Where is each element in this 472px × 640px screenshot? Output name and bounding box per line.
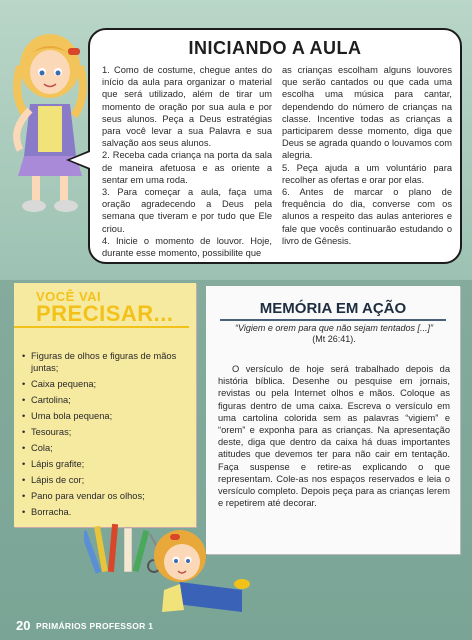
list-item: • Tesouras; (22, 426, 190, 438)
instructions-left-column (102, 64, 272, 259)
memoria-body-text: O versículo de hoje será trabalhado depois da história bíblica. Desenhe ou pesquise em jornais, revistas ou pela Internet olhos e mãos. Coloque as figuras dentro de uma caixa. Escreva o versículo em uma cartolina colorida sem as palavras “vigiem” e “orem” e exponha para as crianças. Na apresentação deste, diga que dentro da caixa há duas importantes atitudes que devemos ter para não cair em tentação. Faça suspense e retire-as explicando o que representam. Cole-as nos espaços reservados e leia o versículo completo. Depois peça para as crianças lerem e repetirem até decorar. (218, 364, 450, 509)
girl-illustration (6, 26, 94, 216)
instruction-item: 3. Para começar a aula, faça uma oração agradecendo a Deus pela semana que tiveram e por tudo que Ele criou. (102, 187, 272, 234)
instruction-item: as crianças escolham alguns louvores que serão cantados ou que cada uma escolha uma música para cantar, dependendo do número de crianças na classe. Incentive todas as crianças a participarem desse momento, diga que Deus se agrada quando o louvamos com alegria. (282, 65, 452, 161)
girl-lying-illustration (150, 520, 250, 624)
materials-title-big: PRECISAR... (36, 301, 174, 326)
materials-divider (14, 326, 189, 328)
verse-text: “Vigiem e orem para que não sejam tentados [...]” (235, 323, 433, 333)
list-item: • Lápis grafite; (22, 458, 190, 470)
list-item: • Pano para vendar os olhos; (22, 490, 190, 502)
list-item: • Caixa pequena; (22, 378, 190, 390)
memoria-title: MEMÓRIA EM AÇÃO (259, 300, 407, 317)
materials-title-small: VOCÊ VAI (36, 289, 102, 304)
instruction-item: 2. Receba cada criança na porta da sala de maneira afetuosa e as oriente a sentar em uma roda. (102, 150, 272, 185)
section-title: INICIANDO A AULA (188, 38, 362, 58)
instruction-item: 5. Peça ajuda a um voluntário para recolher as ofertas e orar por elas. (282, 162, 452, 185)
instruction-item: 6. Antes de marcar o plano de frequência do dia, converse com os alunos a respeito das aulas anteriores e fale que vocês continuarão estudando o livro de Gênesis. (282, 187, 452, 246)
memoria-divider (220, 319, 446, 321)
list-item: • Cola; (22, 442, 190, 454)
list-item: • Borracha. (22, 506, 190, 518)
instructions-right-column (282, 64, 452, 259)
memory-verse (228, 323, 440, 345)
list-item: • Figuras de olhos e figuras de mãos juntas; (22, 350, 190, 375)
list-item: • Uma bola pequena; (22, 410, 190, 422)
iniciando-card (88, 28, 462, 264)
speech-bubble-tail-fill (70, 152, 90, 168)
instructions-columns (102, 64, 452, 259)
memoria-body (218, 363, 450, 509)
list-item: • Lápis de cor; (22, 474, 190, 486)
verse-reference: (Mt 26:41). (312, 334, 356, 344)
instruction-item: 1. Como de costume, chegue antes do início da aula para organizar o material que será utilizado, além de tirar um momento de oração por sua aula e por seus alunos. Peça a Deus estratégias para você levar a sua Palavra e sua salvação aos seus alunos. (102, 65, 272, 149)
list-item: • Cartolina; (22, 394, 190, 406)
footer-label: PRIMÁRIOS PROFESSOR 1 (36, 621, 154, 631)
instruction-item: 4. Inicie o momento de louvor. Hoje, durante esse momento, possibilite que (102, 235, 272, 259)
materials-list (22, 350, 190, 521)
page-number: 20 (16, 618, 31, 633)
